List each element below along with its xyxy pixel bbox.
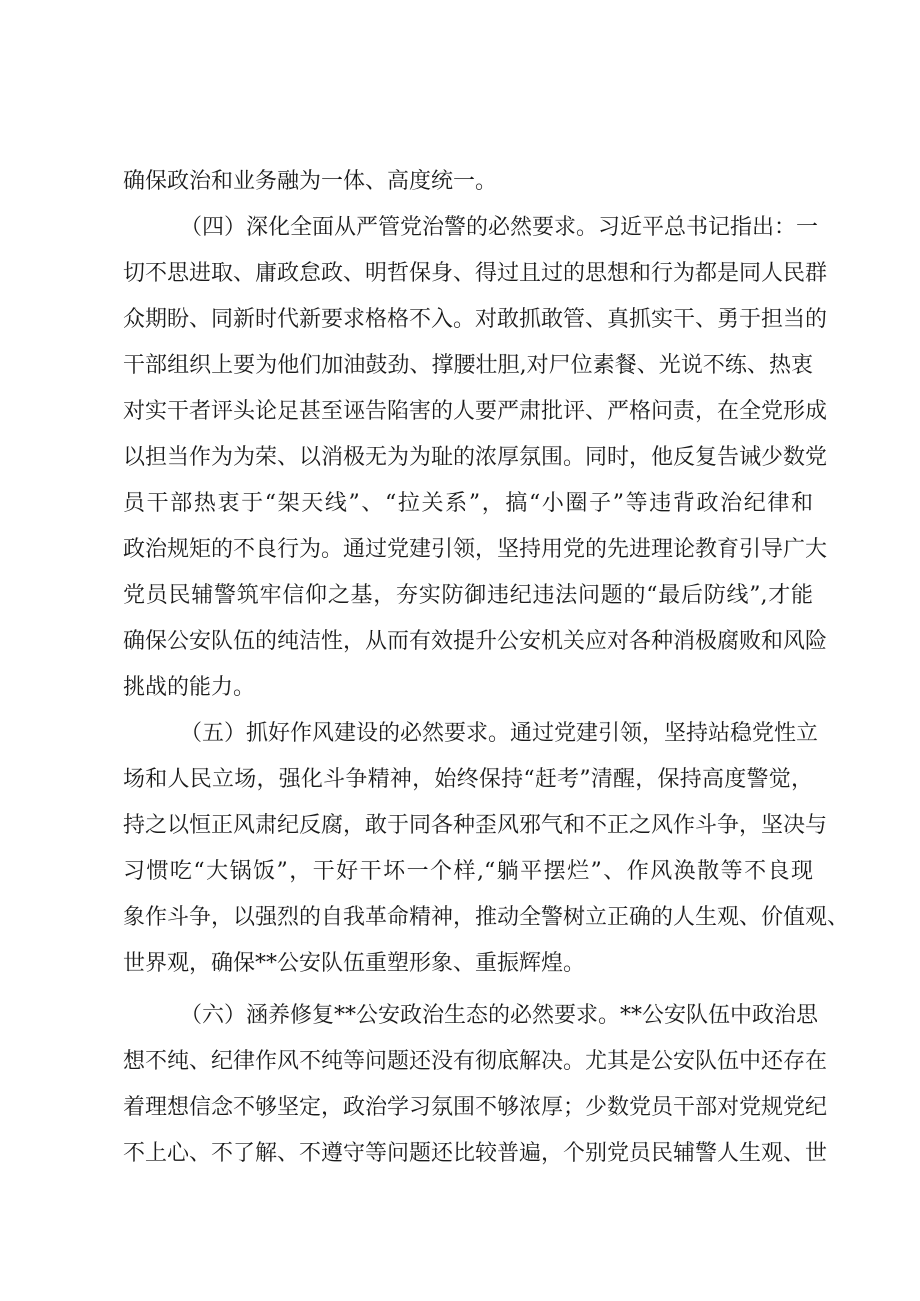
paragraph-line: 确保公安队伍的纯洁性，从而有效提升公安机关应对各种消极腐败和风险 [123, 629, 828, 654]
paragraph-line: （六）涵养修复**公安政治生态的必然要求。**公安队伍中政治思 [180, 1003, 819, 1028]
paragraph-line: 想不纯、纪律作风不纯等问题还没有彻底解决。尤其是公安队伍中还存在 [123, 1049, 828, 1074]
paragraph-line: 党员民辅警筑牢信仰之基，夯实防御违纪违法问题的“最后防线”,才能 [123, 583, 813, 608]
paragraph-line: （四）深化全面从严管党治警的必然要求。习近平总书记指出：一 [180, 215, 819, 240]
paragraph-line: 着理想信念不够坚定，政治学习氛围不够浓厚；少数党员干部对党规党纪 [123, 1095, 828, 1120]
paragraph-line: 对实干者评头论足甚至诬告陷害的人要严肃批评、严格问责，在全党形成 [123, 399, 828, 424]
paragraph-line: 确保政治和业务融为一体、高度统一。 [123, 169, 498, 194]
paragraph-line: 世界观，确保**公安队伍重塑形象、重振辉煌。 [123, 951, 586, 976]
paragraph-line: 切不思进取、庸政怠政、明哲保身、得过且过的思想和行为都是同人民群 [123, 261, 828, 286]
paragraph-line: 政治规矩的不良行为。通过党建引领，坚持用党的先进理论教育引导广大 [123, 537, 828, 562]
paragraph-line: （五）抓好作风建设的必然要求。通过党建引领，坚持站稳党性立 [180, 721, 819, 746]
paragraph-line: 员干部热衷于“架天线”、“拉关系”，搞“小圈子”等违背政治纪律和 [123, 491, 813, 516]
paragraph-line: 场和人民立场，强化斗争精神，始终保持“赶考”清醒，保持高度警觉， [123, 767, 813, 792]
paragraph-line: 挑战的能力。 [123, 675, 256, 700]
paragraph-line: 持之以恒正风肃纪反腐，敢于同各种歪风邪气和不正之风作斗争，坚决与 [123, 813, 828, 838]
paragraph-line: 众期盼、同新时代新要求格格不入。对敢抓敢管、真抓实干、勇于担当的 [123, 307, 828, 332]
paragraph-line: 不上心、不了解、不遵守等问题还比较普遍，个别党员民辅警人生观、世 [123, 1141, 828, 1166]
paragraph-line: 干部组织上要为他们加油鼓劲、撑腰壮胆,对尸位素餐、光说不练、热衷 [123, 353, 813, 378]
paragraph-line: 习惯吃“大锅饭”，干好干坏一个样,“躺平摆烂”、作风涣散等不良现 [123, 859, 813, 884]
paragraph-line: 象作斗争，以强烈的自我革命精神，推动全警树立正确的人生观、价值观、 [123, 905, 850, 930]
paragraph-line: 以担当作为为荣、以消极无为为耻的浓厚氛围。同时，他反复告诫少数党 [123, 445, 828, 470]
